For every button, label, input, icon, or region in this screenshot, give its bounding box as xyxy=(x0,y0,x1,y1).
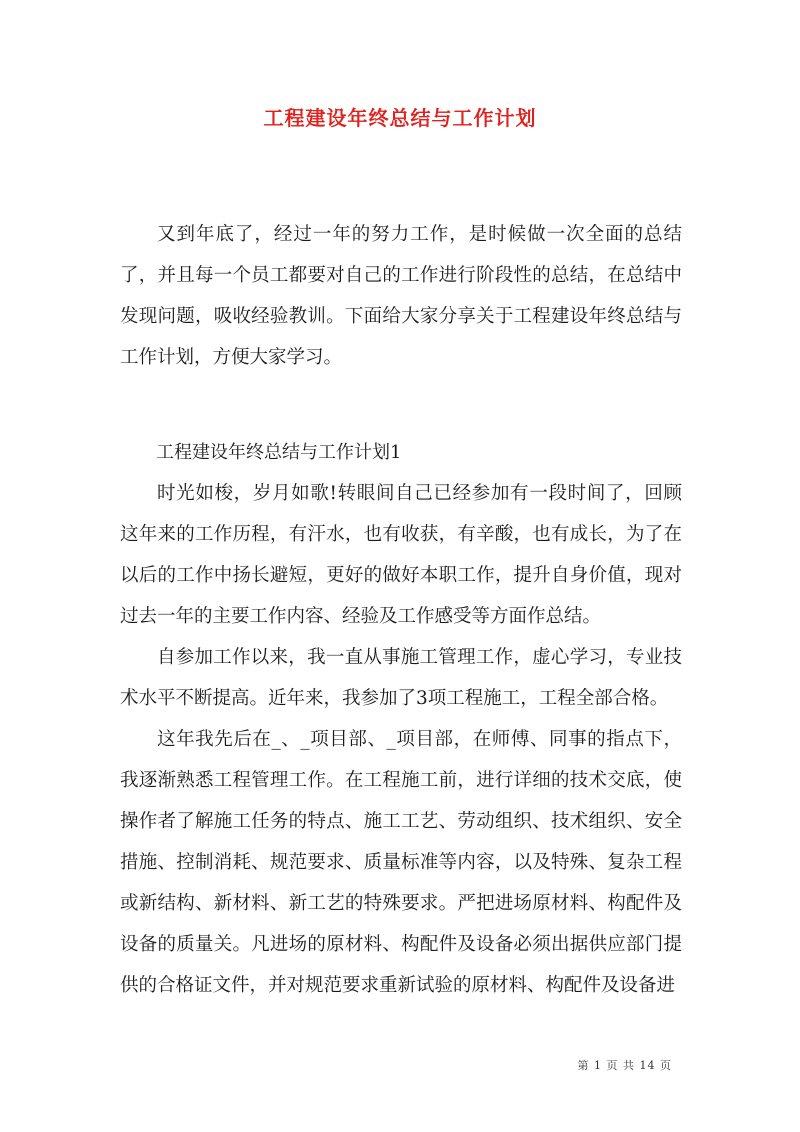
body-paragraph-2: 自参加工作以来，我一直从事施工管理工作，虚心学习，专业技术水平不断提高。近年来，我参加了3项工程施工，工程全部合格。 xyxy=(120,647,682,709)
intro-paragraph: 又到年底了，经过一年的努力工作，是时候做一次全面的总结了，并且每一个员工都要对自己的工作进行阶段性的总结，在总结中发现问题，吸收经验教训。下面给大家分享关于工程建设年终总结与工作计划，方便大家学习。 xyxy=(120,224,682,368)
body-paragraph-3: 这年我先后在_、_项目部、_项目部，在师傅、同事的指点下，我逐渐熟悉工程管理工作。在工程施工前，进行详细的技术交底，使操作者了解施工任务的特点、施工工艺、劳动组织、技术组织、安全措施、控制消耗、规范要求、质量标准等内容，以及特殊、复杂工程或新结构、新材料、新工艺的特殊要求。严把进场原材料、构配件及设备的质量关。凡进场的原材料、构配件及设备必须出据供应部门提供的合格证文件，并对规范要求重新试验的原材料、构配件及设备进 xyxy=(120,729,682,996)
page-number: 第 1 页 共 14 页 xyxy=(577,1059,672,1072)
document-title: 工程建设年终总结与工作计划 xyxy=(263,106,537,130)
body-paragraph-1: 时光如梭，岁月如歌!转眼间自己已经参加有一段时间了，回顾这年来的工作历程，有汗水，也有收获，有辛酸，也有成长，为了在以后的工作中扬长避短，更好的做好本职工作，提升自身价值，现对过去一年的主要工作内容、经验及工作感受等方面作总结。 xyxy=(120,483,682,627)
section-heading: 工程建设年终总结与工作计划1 xyxy=(156,442,402,463)
intro-block xyxy=(120,214,682,378)
content-block xyxy=(120,432,682,1006)
